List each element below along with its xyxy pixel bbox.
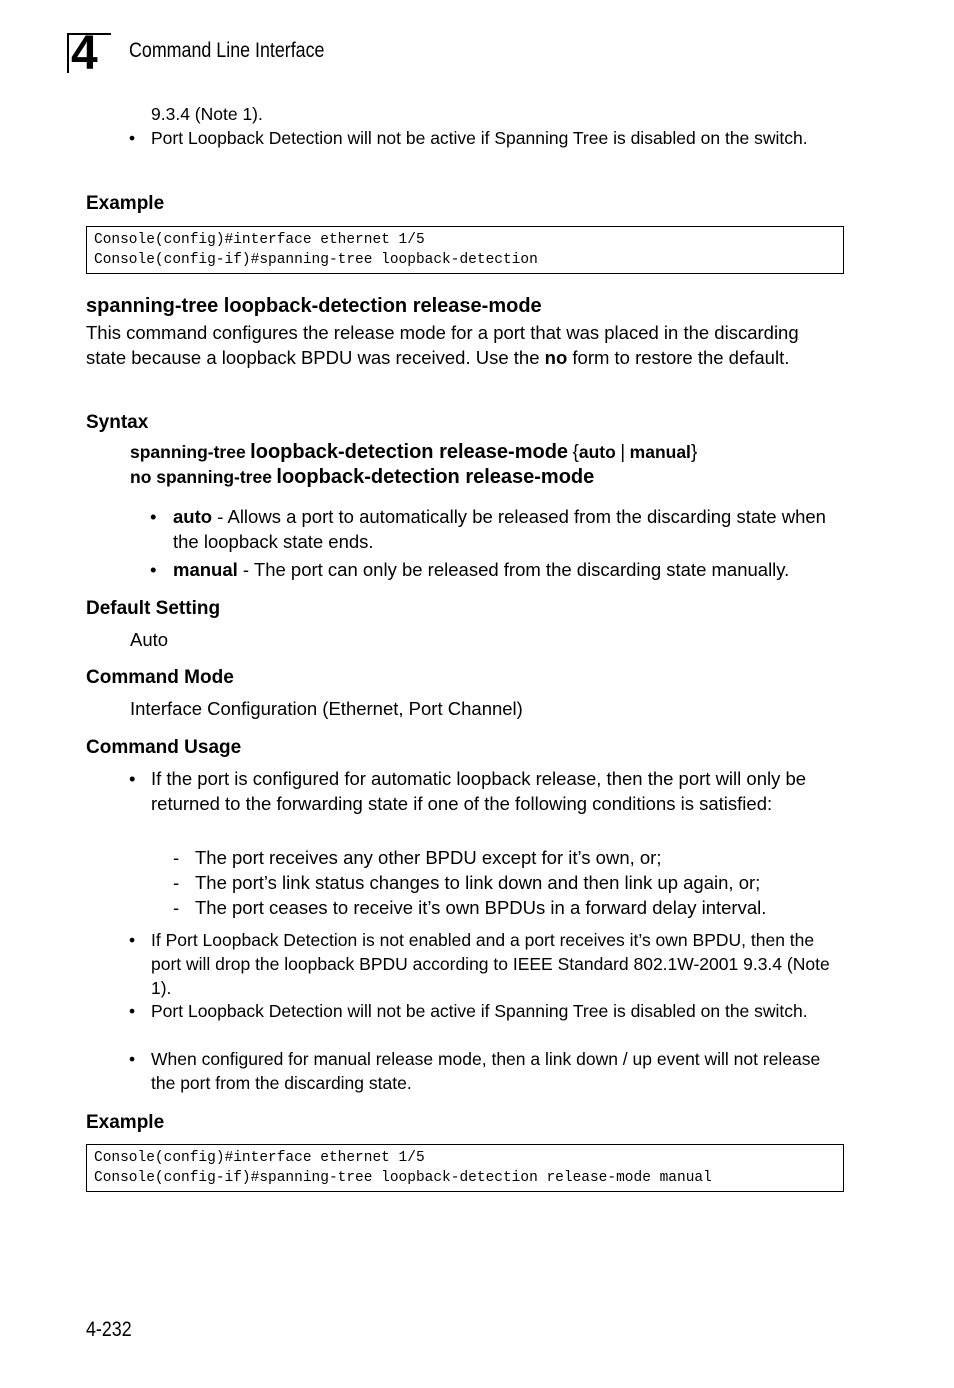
condition-text: The port’s link status changes to link down and then link up again, or; (195, 872, 761, 893)
list-item (129, 766, 849, 816)
list-item (129, 928, 849, 1000)
condition-item (173, 870, 853, 895)
code-line: Console(config-if)#spanning-tree loopback-detection (94, 252, 538, 268)
desc-keyword: no (544, 347, 568, 368)
syntax-line (130, 465, 850, 491)
default-setting-value: Auto (130, 629, 169, 650)
bullet-marker: • (129, 128, 136, 148)
command-mode-value: Interface Configuration (Ethernet, Port Channel) (130, 698, 523, 719)
brace-close: } (690, 442, 698, 463)
bullet-marker: • (129, 1001, 136, 1021)
param-item (150, 557, 850, 582)
syntax-command: loopback-detection release-mode (276, 466, 595, 488)
desc-text: This command configures the release mode for a port that was placed in the discarding state because a loopback BPDU was received. Use the (86, 322, 799, 368)
code-block (86, 1144, 844, 1192)
bullet-marker: • (150, 559, 157, 580)
chapter-number-box (67, 27, 111, 80)
syntax-option: auto (578, 442, 616, 462)
chapter-number: 4 (71, 27, 96, 80)
list-item (129, 999, 849, 1023)
bullet-marker: • (129, 768, 136, 789)
syntax-command: loopback-detection release-mode (250, 441, 569, 463)
syntax-option: manual (629, 442, 691, 462)
syntax-line (130, 440, 850, 466)
param-desc: - The port can only be released from the discarding state manually. (237, 559, 790, 580)
default-setting-heading: Default Setting (86, 598, 221, 619)
param-desc: - Allows a port to automatically be released from the discarding state when the loopback state ends. (173, 506, 826, 552)
code-line: Console(config)#interface ethernet 1/5 (94, 232, 425, 248)
desc-text: form to restore the default. (567, 347, 790, 368)
command-mode-heading: Command Mode (86, 667, 234, 688)
list-item (129, 1047, 849, 1095)
condition-text: The port receives any other BPDU except for it’s own, or; (195, 847, 662, 868)
list-item (129, 126, 849, 150)
param-item (150, 504, 850, 554)
list-item-text: Port Loopback Detection will not be active if Spanning Tree is disabled on the switch. (151, 1001, 808, 1021)
code-line: Console(config-if)#spanning-tree loopback-detection release-mode manual (94, 1170, 712, 1186)
condition-text: The port ceases to receive it’s own BPDUs in a forward delay interval. (195, 897, 767, 918)
command-title: spanning-tree loopback-detection release-mode (86, 295, 542, 317)
option-separator: | (620, 442, 626, 463)
command-description (86, 320, 816, 370)
list-item-text: Port Loopback Detection will not be active if Spanning Tree is disabled on the switch. (151, 128, 808, 148)
code-block (86, 226, 844, 274)
page-number: 4-232 (86, 1318, 132, 1341)
condition-item (173, 845, 853, 870)
code-line: Console(config)#interface ethernet 1/5 (94, 1150, 425, 1166)
example-heading: Example (86, 193, 165, 214)
param-term: manual (173, 559, 238, 580)
syntax-keyword: spanning-tree (130, 442, 246, 462)
dash-marker: - (173, 847, 180, 868)
brace-open: { (572, 442, 579, 463)
param-term: auto (173, 506, 213, 527)
chapter-title: Command Line Interface (129, 39, 325, 62)
syntax-keyword: no spanning-tree (130, 467, 272, 487)
bullet-marker: • (129, 1049, 136, 1069)
condition-item (173, 895, 853, 920)
list-item-text: If the port is configured for automatic loopback release, then the port will only be returned to the forwarding state if one of the following conditions is satisfied: (151, 768, 807, 814)
example-heading: Example (86, 1112, 165, 1133)
command-usage-heading: Command Usage (86, 737, 242, 758)
continued-text: 9.3.4 (Note 1). (151, 104, 263, 124)
dash-marker: - (173, 872, 180, 893)
dash-marker: - (173, 897, 180, 918)
list-item-text: When configured for manual release mode, then a link down / up event will not release the port from the discarding state. (151, 1049, 821, 1093)
bullet-marker: • (129, 930, 136, 950)
bullet-marker: • (150, 506, 157, 527)
syntax-heading: Syntax (86, 412, 149, 433)
list-item-text: If Port Loopback Detection is not enabled and a port receives it’s own BPDU, then the port will drop the loopback BPDU according to IEEE Standard 802.1W-2001 9.3.4 (Note 1). (151, 930, 830, 998)
